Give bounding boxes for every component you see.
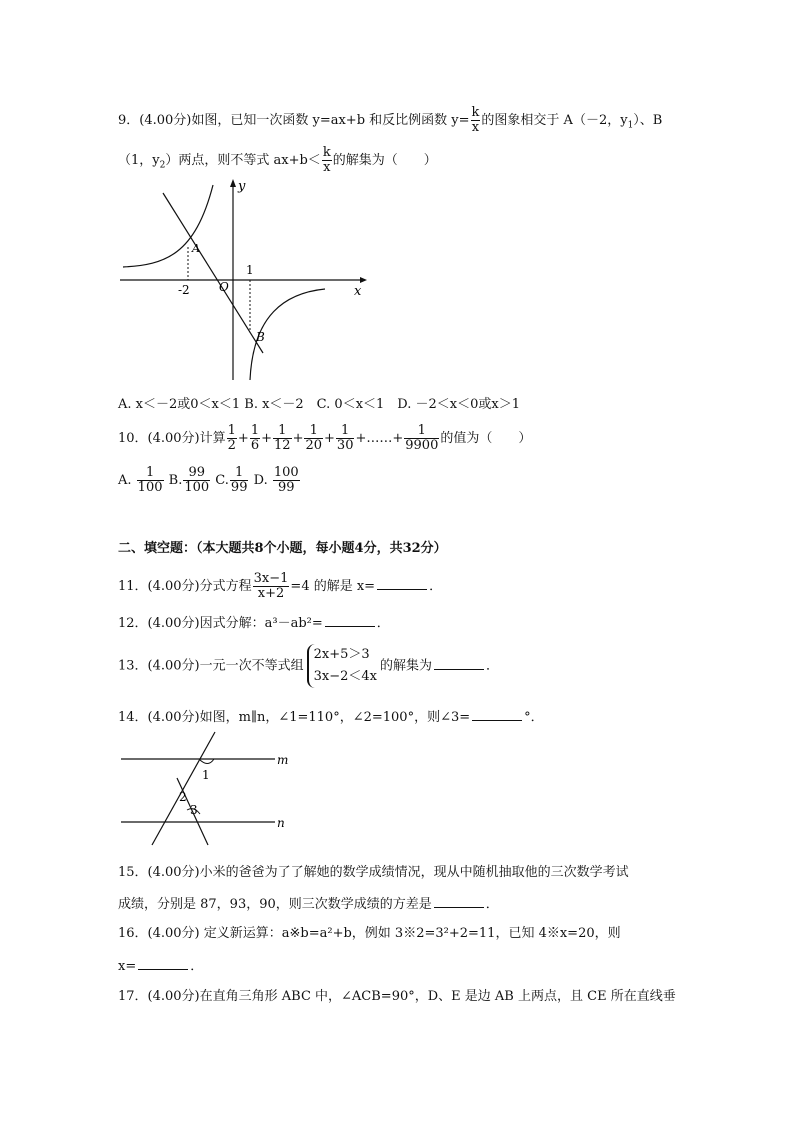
q10-frac-2: $\frac{1}{6}$ xyxy=(250,423,260,453)
section-2-heading: 二、填空题：（本大题共8个小题，每小题4分，共32分） xyxy=(118,541,447,556)
x-axis-arrow xyxy=(360,277,367,283)
label-b: B xyxy=(256,330,265,344)
q16-line-1: 16．(4.00分) 定义新运算：a※b=a²+b，例如 3※2=3²+2=11，已知 4※x=20，则 xyxy=(118,926,621,941)
q10-line: 10．(4.00分)计算 $\frac{1}{2}$ + $\frac{1}{6}$ + $\frac{1}{12}$ + $\frac{1}{20}$ + $\frac{1}{30}$ +……+ $\frac{1}{9900}$ 的值为（ ） xyxy=(118,423,532,453)
label-minus-2: -2 xyxy=(178,283,190,297)
q13-inequality-system: 2x+5＞3 3x−2＜4x xyxy=(307,644,377,688)
q13-line: 13．(4.00分)一元一次不等式组 2x+5＞3 3x−2＜4x 的解集为 ． xyxy=(118,644,499,688)
q10-option-b-frac: $\frac{99}{100}$ xyxy=(184,465,210,495)
label-origin: O xyxy=(219,280,229,294)
transversal-1 xyxy=(152,732,215,845)
q10-frac-3: $\frac{1}{12}$ xyxy=(274,423,291,453)
q10-frac-1: $\frac{1}{2}$ xyxy=(227,423,236,453)
q10-option-d-frac: $\frac{100}{99}$ xyxy=(273,465,299,495)
q11-fraction: $\frac{3x-1}{x+2}$ xyxy=(253,571,289,601)
q14-parallel-lines-figure xyxy=(115,730,300,848)
q15-line-1: 15．(4.00分)小米的爸爸为了了解她的数学成绩情况，现从中随机抽取他的三次数学考试 xyxy=(118,865,629,880)
q10-frac-6: $\frac{1}{9900}$ xyxy=(405,423,439,453)
q9-options: A. x＜－2或0＜x＜1 B. x＜－2 C. 0＜x＜1 D. －2＜x＜0或x＞1 xyxy=(118,397,521,412)
q9-line-2: （1，$y_2$）两点，则不等式 ax+b＜ $\frac{k}{x}$ 的解集为（ ） xyxy=(118,145,437,175)
q10-option-c-frac: $\frac{1}{99}$ xyxy=(230,465,248,495)
q10-frac-4: $\frac{1}{20}$ xyxy=(305,423,323,453)
label-angle-2: 2 xyxy=(179,790,187,804)
q15-answer-blank xyxy=(434,894,484,908)
q16-answer-blank xyxy=(138,956,188,970)
q10-options: A. $\frac{1}{100}$ B. $\frac{99}{100}$ C. $\frac{1}{99}$ D. $\frac{100}{99}$ xyxy=(118,465,299,495)
label-angle-1: 1 xyxy=(202,768,210,782)
q13-answer-blank xyxy=(434,656,484,670)
label-x: x xyxy=(354,284,362,299)
q12-answer-blank xyxy=(325,613,375,627)
q15-line-2: 成绩，分别是 87，93，90，则三次数学成绩的方差是 ． xyxy=(118,894,499,914)
q14-line: 14．(4.00分)如图，m∥n，∠1=110°，∠2=100°，则∠3= °． xyxy=(118,707,544,727)
q10-frac-5: $\frac{1}{30}$ xyxy=(336,423,354,453)
q14-answer-blank xyxy=(472,707,522,721)
label-n: n xyxy=(277,816,285,830)
q9-fraction-k-over-x: $\frac{k}{x}$ xyxy=(471,105,480,135)
q9-function-graph xyxy=(115,175,375,390)
q9-fraction-k-over-x-2: $\frac{k}{x}$ xyxy=(322,145,331,175)
q10-option-a-frac: $\frac{1}{100}$ xyxy=(137,465,163,495)
label-m: m xyxy=(277,753,289,767)
label-y: y xyxy=(238,179,246,194)
q12-line: 12．(4.00分)因式分解：a³－ab²= ． xyxy=(118,613,390,633)
q11-answer-blank xyxy=(377,576,427,590)
label-1: 1 xyxy=(246,263,254,277)
q11-line: 11．(4.00分)分式方程 $\frac{3x-1}{x+2}$ =4 的解是 x= ． xyxy=(118,571,443,601)
q16-line-2: x= ． xyxy=(118,956,203,976)
q9-line-1: 9．(4.00分)如图，已知一次函数 y=ax+b 和反比例函数 y= $\frac{k}{x}$ 的图象相交于 A（－2，$y_1$）、B xyxy=(118,105,663,135)
y-axis-arrow xyxy=(230,179,236,187)
label-a: A xyxy=(192,242,200,255)
label-angle-3: 3 xyxy=(190,803,198,817)
q17-line-1: 17．(4.00分)在直角三角形 ABC 中，∠ACB=90°，D、E 是边 AB 上两点，且 CE 所在直线垂 xyxy=(118,989,676,1004)
angle-1-arc xyxy=(199,759,214,764)
